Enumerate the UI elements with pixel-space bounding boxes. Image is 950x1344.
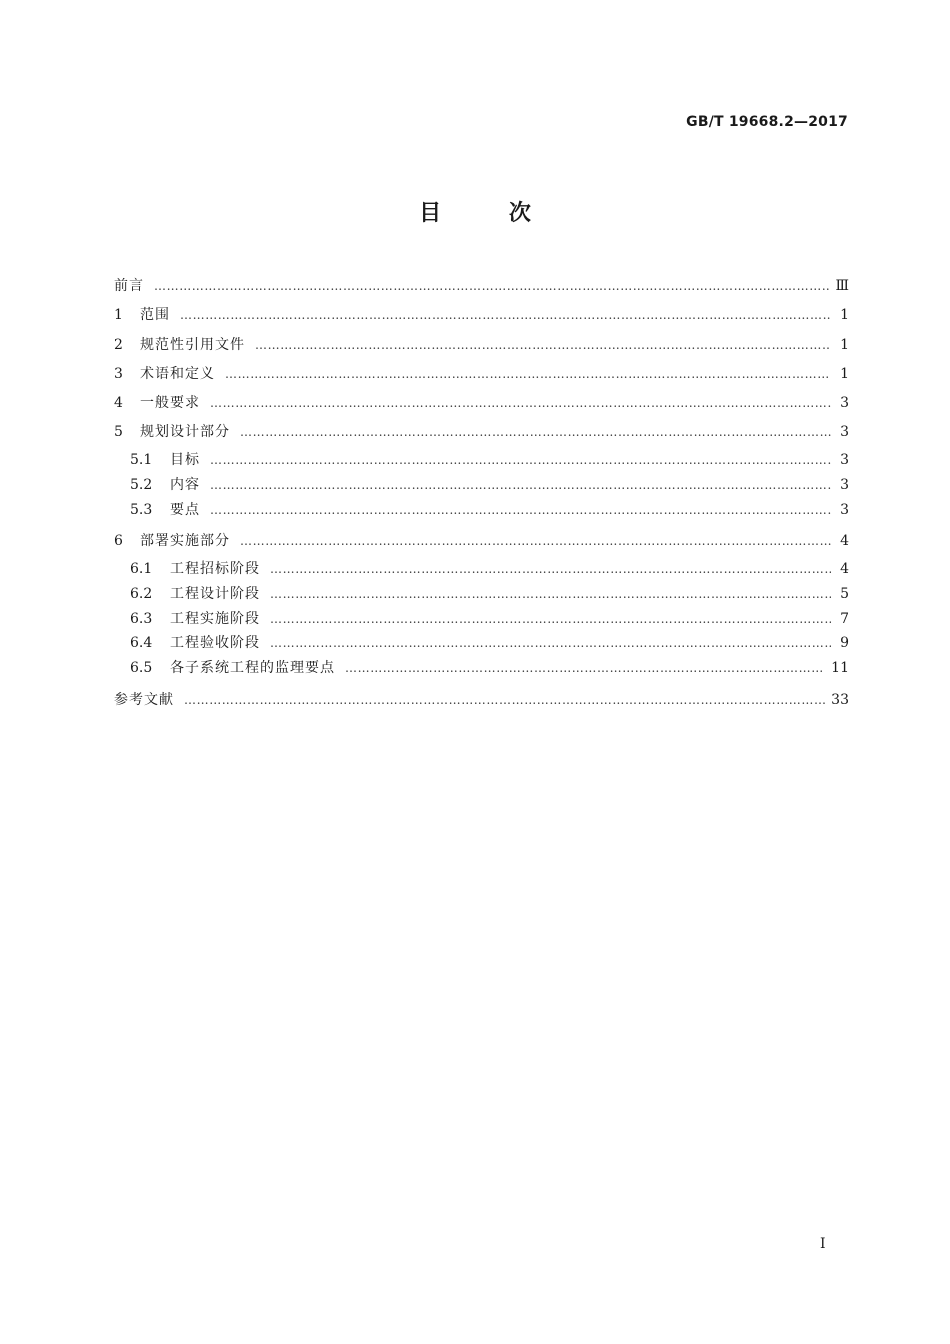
toc-entry-page: 3 [840, 476, 849, 493]
dot-leader [154, 272, 829, 301]
toc-entry-6-2[interactable] [114, 582, 849, 607]
toc-entry-6[interactable] [114, 527, 849, 556]
toc-entry-number: 5.3 [130, 501, 153, 518]
table-of-contents [114, 272, 849, 716]
toc-entry-number: 2 [114, 336, 123, 353]
toc-entry-number: 6.3 [130, 610, 153, 627]
toc-entry-references[interactable] [114, 686, 849, 715]
toc-entry-number: 6.5 [130, 660, 153, 677]
dot-leader [180, 301, 831, 330]
page-number: Ⅰ [820, 1236, 826, 1252]
toc-entry-label: 要点 [170, 501, 200, 518]
dot-leader [255, 331, 831, 360]
toc-entry-number: 6.1 [130, 560, 153, 577]
dot-leader [210, 473, 831, 498]
toc-entry-label: 规划设计部分 [140, 424, 230, 441]
toc-entry-1[interactable] [114, 301, 849, 330]
toc-entry-page: 3 [840, 395, 849, 412]
toc-entry-number: 4 [114, 395, 123, 412]
dot-leader [240, 418, 831, 447]
toc-entry-page: 7 [840, 610, 849, 627]
toc-entry-label: 目标 [170, 451, 200, 468]
dot-leader [210, 389, 831, 418]
toc-entry-page: 11 [831, 660, 849, 677]
toc-entry-label: 工程实施阶段 [170, 610, 260, 627]
toc-entry-5-1[interactable] [114, 448, 849, 473]
toc-entry-page: 1 [840, 307, 849, 324]
toc-entry-label: 规范性引用文件 [140, 336, 245, 353]
toc-title-char-2: 次 [508, 201, 531, 226]
dot-leader [210, 498, 831, 523]
toc-entry-6-5[interactable] [114, 656, 849, 681]
toc-entry-page: 1 [840, 365, 849, 382]
standard-code: GB/T 19668.2—2017 [686, 114, 848, 130]
dot-leader [270, 631, 831, 656]
toc-entry-page: 3 [840, 424, 849, 441]
toc-entry-page: 9 [840, 635, 849, 652]
toc-entry-5-3[interactable] [114, 498, 849, 523]
toc-entry-number: 5.2 [130, 476, 153, 493]
toc-entry-number: 5 [114, 424, 123, 441]
toc-entry-page: 3 [840, 451, 849, 468]
dot-leader [270, 607, 831, 632]
toc-entry-5-2[interactable] [114, 473, 849, 498]
toc-entry-4[interactable] [114, 389, 849, 418]
toc-entry-page: Ⅲ [835, 278, 849, 294]
toc-entry-page: 1 [840, 336, 849, 353]
toc-entry-number: 3 [114, 365, 123, 382]
dot-leader [184, 686, 825, 715]
dot-leader [210, 448, 831, 473]
toc-title [0, 196, 950, 227]
toc-entry-page: 5 [840, 585, 849, 602]
toc-entry-page: 4 [840, 533, 849, 550]
toc-entry-6-4[interactable] [114, 631, 849, 656]
toc-entry-label: 术语和定义 [140, 365, 215, 382]
toc-entry-page: 33 [831, 692, 849, 709]
toc-entry-page: 3 [840, 501, 849, 518]
toc-entry-label: 内容 [170, 476, 200, 493]
toc-entry-label: 范围 [140, 307, 170, 324]
toc-entry-number: 6 [114, 533, 123, 550]
toc-entry-label: 工程招标阶段 [170, 560, 260, 577]
toc-entry-3[interactable] [114, 360, 849, 389]
toc-entry-6-3[interactable] [114, 607, 849, 632]
toc-entry-number: 1 [114, 307, 123, 324]
toc-entry-label: 部署实施部分 [140, 533, 230, 550]
dot-leader [270, 582, 831, 607]
toc-entry-label: 前言 [114, 278, 144, 294]
toc-entry-5[interactable] [114, 418, 849, 447]
toc-entry-label: 各子系统工程的监理要点 [170, 660, 335, 677]
toc-entry-label: 工程设计阶段 [170, 585, 260, 602]
toc-entry-number: 6.2 [130, 585, 153, 602]
toc-entry-2[interactable] [114, 331, 849, 360]
dot-leader [270, 557, 831, 582]
toc-entry-number: 5.1 [130, 451, 153, 468]
dot-leader [240, 527, 831, 556]
toc-title-char-1: 目 [419, 201, 442, 226]
toc-entry-page: 4 [840, 560, 849, 577]
toc-entry-label: 一般要求 [140, 395, 200, 412]
toc-entry-number: 6.4 [130, 635, 153, 652]
toc-entry-6-1[interactable] [114, 557, 849, 582]
toc-entry-label: 工程验收阶段 [170, 635, 260, 652]
toc-entry-foreword[interactable] [114, 272, 849, 301]
dot-leader [345, 656, 825, 681]
toc-entry-label: 参考文献 [114, 692, 174, 709]
dot-leader [225, 360, 831, 389]
